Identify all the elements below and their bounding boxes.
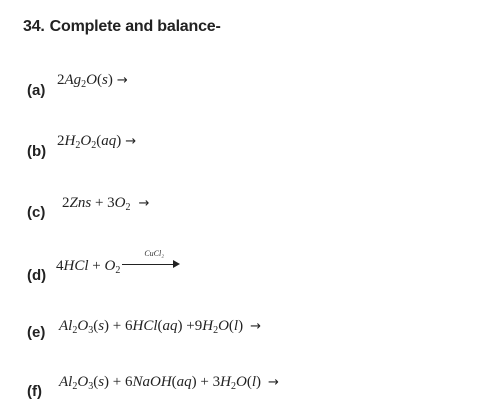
item-label: (d)	[27, 267, 47, 284]
question-text: Complete and balance-	[49, 18, 221, 35]
reaction-arrow-icon: →	[116, 73, 128, 88]
equation-f: $Al_2O_3(s)$ + 6NaOH(aq) + $3H_2O(l)$ →	[59, 374, 279, 392]
equation-d: $4HCl + O_2$ CuCl₂	[56, 257, 180, 275]
item-label: (f)	[27, 383, 42, 400]
reaction-arrow-icon: →	[125, 134, 137, 149]
item-label: (e)	[27, 324, 46, 341]
equation-c: $2Zns + 3O_2$ →	[62, 195, 150, 213]
equation-b: $2H_2O_2(aq)$ →	[57, 133, 137, 151]
item-label: (a)	[27, 82, 46, 99]
reaction-arrow-icon: →	[250, 319, 261, 334]
question-number: 34.	[23, 18, 45, 35]
reaction-arrow-icon: →	[138, 196, 150, 211]
equation-a: $2Ag_2O(s)$ →	[57, 72, 128, 90]
catalyst-arrow-icon	[122, 249, 180, 269]
equation-e: $Al_2O_3(s) + 6HCl(aq) +9H_2O(l)$ →	[59, 318, 261, 336]
reaction-arrow-icon: →	[268, 375, 279, 390]
catalyst-label: CuCl₂	[144, 249, 165, 258]
question-title	[23, 18, 221, 36]
item-label: (b)	[27, 143, 47, 160]
item-label: (c)	[27, 204, 46, 221]
